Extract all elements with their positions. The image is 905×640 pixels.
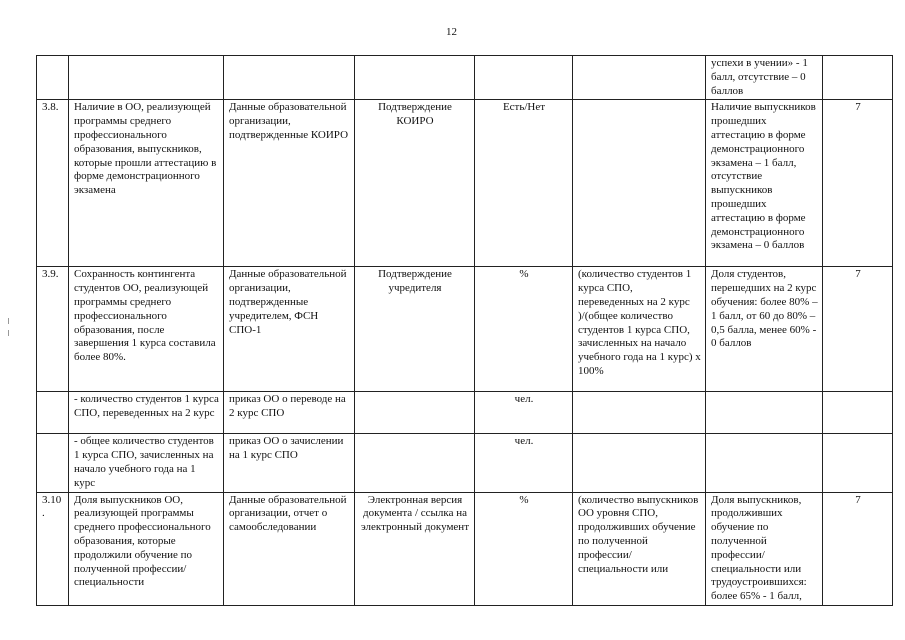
unit-cell: Есть/Нет — [475, 100, 573, 267]
unit-cell: чел. — [475, 392, 573, 434]
row-number — [37, 434, 69, 492]
indicator-cell: Наличие в ОО, реализующей программы среднего профессионального образования, выпускников, которые прошли аттестацию в форме демонстрационного экзамена — [69, 100, 224, 267]
table-row — [37, 392, 893, 434]
source-cell: приказ ОО о переводе на 2 курс СПО — [224, 392, 355, 434]
row-number: 3.9. — [37, 267, 69, 392]
criteria-cell — [706, 392, 823, 434]
formula-cell — [573, 56, 706, 100]
unit-cell: % — [475, 492, 573, 605]
row-number — [37, 392, 69, 434]
confirmation-cell — [355, 434, 475, 492]
criteria-cell: Доля студентов, перешедших на 2 курс обучения: более 80% – 1 балл, от 60 до 80% – 0,5 балла, менее 60% - 0 баллов — [706, 267, 823, 392]
table-row — [37, 434, 893, 492]
criteria-cell — [706, 434, 823, 492]
table-row — [37, 267, 893, 392]
source-cell: приказ ОО о зачислении на 1 курс СПО — [224, 434, 355, 492]
max-score-cell — [823, 56, 893, 100]
table-row — [37, 56, 893, 100]
source-cell — [224, 56, 355, 100]
formula-cell — [573, 392, 706, 434]
indicator-cell — [69, 56, 224, 100]
confirmation-cell: Электронная версия документа / ссылка на электронный документ — [355, 492, 475, 605]
table-row — [37, 492, 893, 605]
indicator-cell: Сохранность контингента студентов ОО, реализующей программы среднего профессионального образования, после завершения 1 курса составила более 80%. — [69, 267, 224, 392]
confirmation-cell: Подтверждение учредителя — [355, 267, 475, 392]
criteria-cell: Доля выпускников, продолживших обучение по полученной профессии/специальности или трудоустроившихся: более 65% - 1 балл, — [706, 492, 823, 605]
scan-mark — [8, 330, 9, 336]
row-number — [37, 56, 69, 100]
formula-cell — [573, 434, 706, 492]
formula-cell: (количество студентов 1 курса СПО, переведенных на 2 курс )/(общее количество студентов 1 курса СПО, зачисленных на начало учебного года на 1 курс) x 100% — [573, 267, 706, 392]
page-number: 12 — [446, 26, 457, 38]
max-score-cell: 7 — [823, 267, 893, 392]
max-score-cell — [823, 434, 893, 492]
unit-cell: % — [475, 267, 573, 392]
criteria-cell: успехи в учении» - 1 балл, отсутствие – 0 баллов — [706, 56, 823, 100]
source-cell: Данные образовательной организации, подтвержденные КОИРО — [224, 100, 355, 267]
formula-cell: (количество выпускников ОО уровня СПО, продолживших обучение по полученной профессии/специальности или — [573, 492, 706, 605]
indicator-cell: - общее количество студентов 1 курса СПО, зачисленных на начало учебного года на 1 курс — [69, 434, 224, 492]
criteria-table — [36, 55, 893, 606]
indicator-cell: Доля выпускников ОО, реализующей программы среднего профессионального образования, которые продолжили обучение по полученной профессии/специальности — [69, 492, 224, 605]
max-score-cell: 7 — [823, 492, 893, 605]
table-row — [37, 100, 893, 267]
source-cell: Данные образовательной организации, отчет о самообследовании — [224, 492, 355, 605]
scan-mark — [8, 318, 9, 324]
indicator-cell: - количество студентов 1 курса СПО, переведенных на 2 курс — [69, 392, 224, 434]
row-number: 3.8. — [37, 100, 69, 267]
row-number: 3.10 . — [37, 492, 69, 605]
unit-cell: чел. — [475, 434, 573, 492]
max-score-cell — [823, 392, 893, 434]
formula-cell — [573, 100, 706, 267]
source-cell: Данные образовательной организации, подтвержденные учредителем, ФСН СПО-1 — [224, 267, 355, 392]
confirmation-cell — [355, 392, 475, 434]
confirmation-cell: Подтверждение КОИРО — [355, 100, 475, 267]
max-score-cell: 7 — [823, 100, 893, 267]
confirmation-cell — [355, 56, 475, 100]
unit-cell — [475, 56, 573, 100]
criteria-cell: Наличие выпускников прошедших аттестацию в форме демонстрационного экзамена – 1 балл, отсутствие выпускников прошедших аттестацию в форме демонстрационного экзамена – 0 баллов — [706, 100, 823, 267]
